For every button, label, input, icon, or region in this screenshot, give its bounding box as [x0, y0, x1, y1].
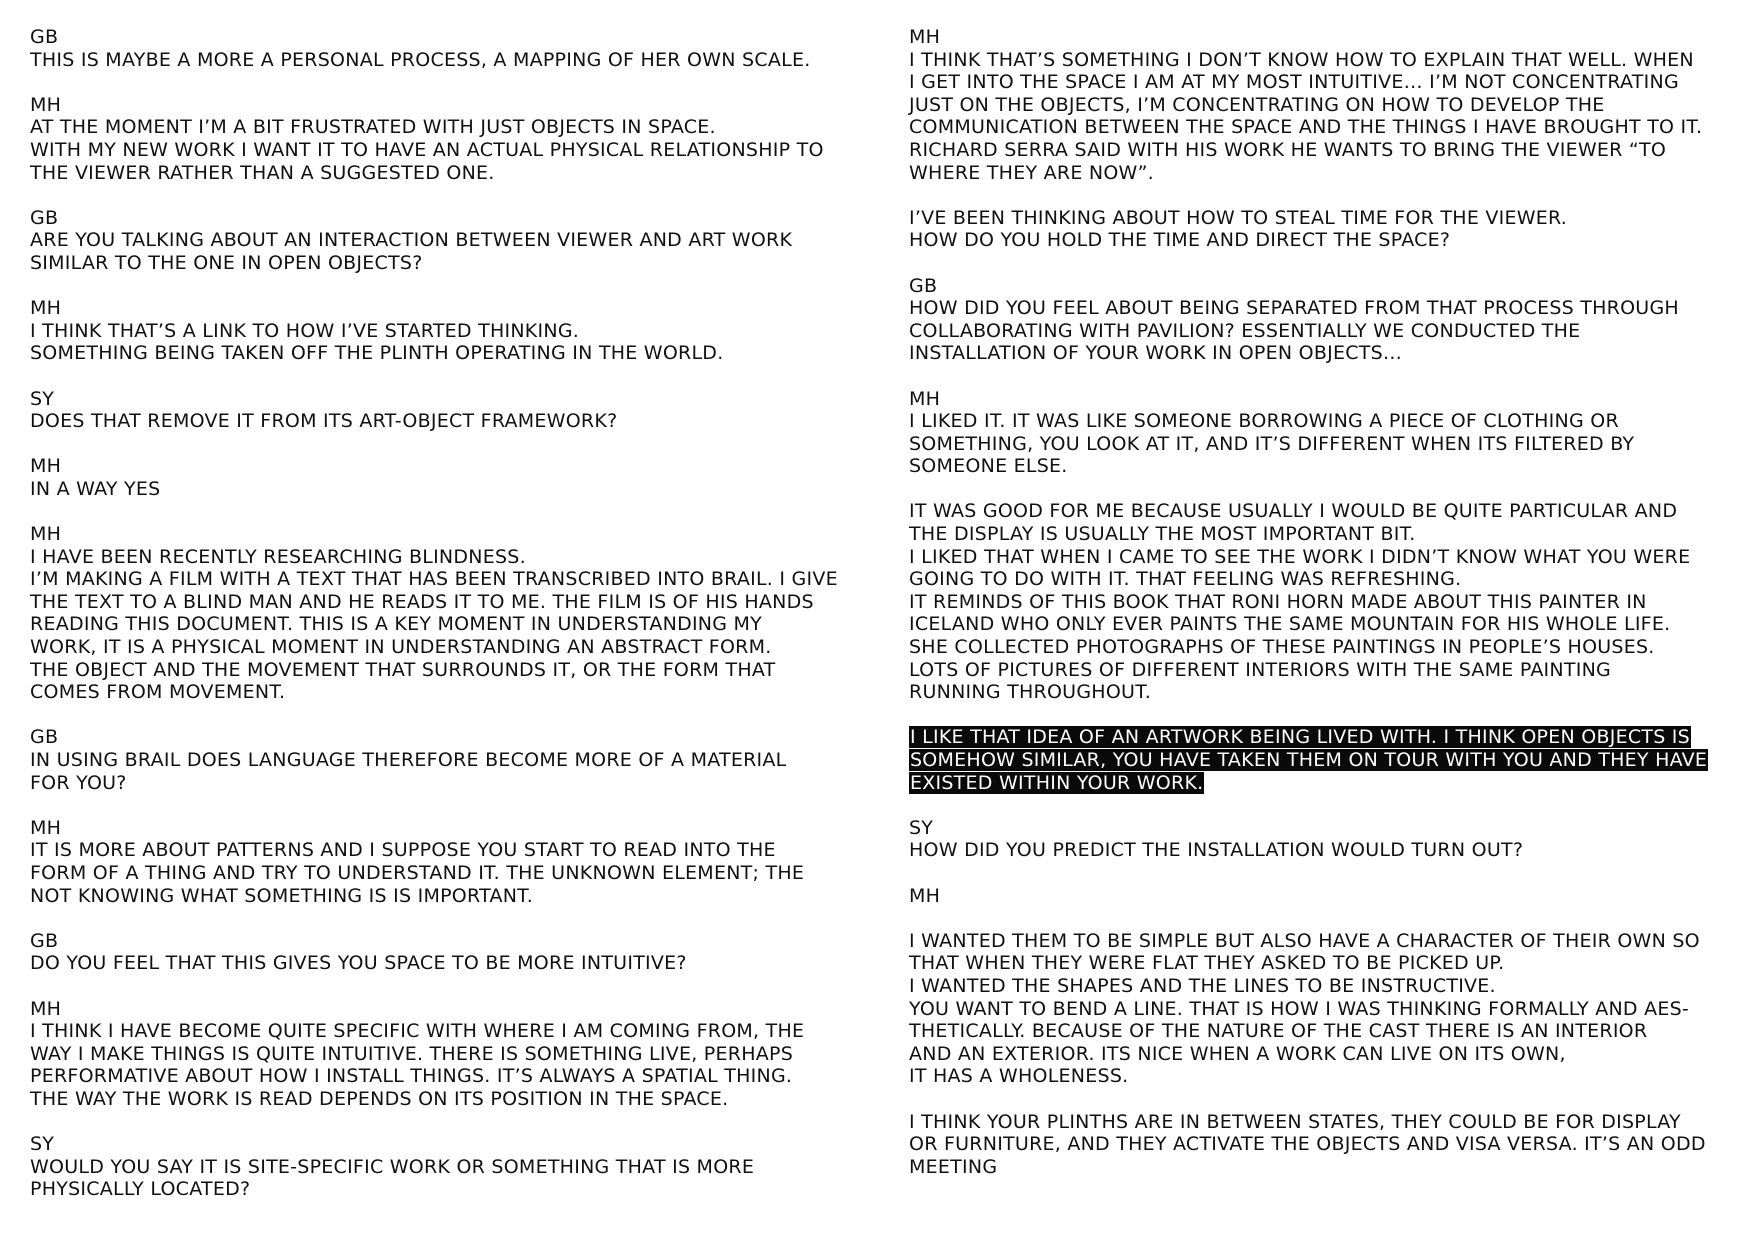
text-line: IN USING BRAIL DOES LANGUAGE THEREFORE BECOME MORE OF A MATERIAL — [30, 749, 787, 771]
text-line: I LIKED THAT WHEN I CAME TO SEE THE WORK I DIDN’T KNOW WHAT YOU WERE — [909, 545, 1691, 568]
text-line: AT THE MOMENT I’M A BIT FRUSTRATED WITH JUST OBJECTS IN SPACE. — [30, 116, 716, 139]
text-line: IN A WAY YES — [30, 477, 161, 500]
text-line: IT HAS A WHOLENESS. — [909, 1065, 1129, 1088]
text-line: PERFORMATIVE ABOUT HOW I INSTALL THINGS. IT’S ALWAYS A SPATIAL THING. — [30, 1065, 793, 1088]
dialogue-block — [909, 1111, 1729, 1179]
text-line: HOW DID YOU PREDICT THE INSTALLATION WOULD TURN OUT? — [909, 839, 1524, 862]
speaker-initials: SY — [30, 387, 55, 410]
dialogue-block — [909, 726, 1729, 794]
text-line: I HAVE BEEN RECENTLY RESEARCHING BLINDNESS. — [30, 545, 526, 568]
speaker-initials: SY — [30, 1133, 55, 1156]
speaker-initials: SY — [909, 816, 934, 839]
dialogue-block — [909, 388, 1729, 478]
text-line: FORM OF A THING AND TRY TO UNDERSTAND IT. THE UNKNOWN ELEMENT; THE — [30, 861, 805, 884]
dialogue-block — [30, 523, 850, 704]
speaker-initials: MH — [30, 297, 62, 320]
speaker-initials: GB — [909, 274, 938, 297]
highlight-mark: EXISTED WITHIN YOUR WORK. — [910, 771, 1204, 794]
speaker-initials: MH — [30, 93, 62, 116]
text-line: WAY I MAKE THINGS IS QUITE INTUITIVE. THERE IS SOMETHING LIVE, PERHAPS — [30, 1042, 793, 1065]
text-line: NOT KNOWING WHAT SOMETHING IS IS IMPORTANT. — [30, 884, 534, 907]
text-line: HOW DO YOU HOLD THE TIME AND DIRECT THE SPACE? — [909, 229, 1451, 252]
speaker-initials: GB — [30, 726, 59, 749]
text-line: FOR YOU? — [30, 771, 127, 794]
dialogue-block — [909, 885, 1729, 908]
highlighted-text-line — [909, 726, 1729, 749]
dialogue-block — [909, 500, 1729, 703]
speaker-initials: MH — [909, 387, 941, 410]
text-line: THAT WHEN THEY WERE FLAT THEY ASKED TO BE PICKED UP. — [909, 952, 1505, 975]
text-line: YOU WANT TO BEND A LINE. THAT IS HOW I WAS THINKING FORMALLY AND AES- — [909, 997, 1690, 1020]
text-line: WOULD YOU SAY IT IS SITE-SPECIFIC WORK OR SOMETHING THAT IS MORE — [30, 1155, 755, 1178]
speaker-initials: MH — [30, 523, 62, 546]
text-line: DO YOU FEEL THAT THIS GIVES YOU SPACE TO BE MORE INTUITIVE? — [30, 952, 687, 975]
dialogue-block — [30, 1133, 850, 1201]
text-line: I’M MAKING A FILM WITH A TEXT THAT HAS BEEN TRANSCRIBED INTO BRAIL. I GIVE — [30, 568, 838, 591]
text-line: I LIKED IT. IT WAS LIKE SOMEONE BORROWING A PIECE OF CLOTHING OR — [909, 410, 1619, 433]
text-line: PHYSICALLY LOCATED? — [30, 1178, 251, 1201]
speaker-initials: MH — [30, 816, 62, 839]
dialogue-block — [30, 930, 850, 975]
text-line: I THINK THAT’S A LINK TO HOW I’VE STARTED THINKING. — [30, 319, 580, 342]
dialogue-block — [30, 817, 850, 907]
text-line: RUNNING THROUGHOUT. — [909, 681, 1152, 704]
dialogue-block — [30, 388, 850, 433]
text-line: IT IS MORE ABOUT PATTERNS AND I SUPPOSE YOU START TO READ INTO THE — [30, 839, 776, 862]
text-line: I GET INTO THE SPACE I AM AT MY MOST INTUITIVE… I’M NOT CONCENTRATING — [909, 71, 1679, 94]
dialogue-block — [30, 94, 850, 184]
dialogue-block — [30, 26, 850, 71]
text-line: DOES THAT REMOVE IT FROM ITS ART-OBJECT FRAMEWORK? — [30, 410, 618, 433]
speaker-initials: MH — [909, 884, 941, 907]
right-column — [909, 26, 1729, 1201]
text-line: THE DISPLAY IS USUALLY THE MOST IMPORTANT BIT. — [909, 523, 1416, 546]
text-line: SOMETHING, YOU LOOK AT IT, AND IT’S DIFFERENT WHEN ITS FILTERED BY — [909, 432, 1635, 455]
text-line: HOW DID YOU FEEL ABOUT BEING SEPARATED FROM THAT PROCESS THROUGH — [909, 297, 1679, 320]
text-line: SHE COLLECTED PHOTOGRAPHS OF THESE PAINTINGS IN PEOPLE’S HOUSES. — [909, 636, 1655, 659]
speaker-initials: MH — [30, 997, 62, 1020]
text-line: WHERE THEY ARE NOW”. — [909, 161, 1154, 184]
dialogue-block — [909, 275, 1729, 365]
text-line: INSTALLATION OF YOUR WORK IN OPEN OBJECTS… — [909, 342, 1403, 365]
left-column — [30, 26, 850, 1223]
dialogue-block — [30, 726, 850, 794]
highlighted-text-line — [909, 749, 1729, 772]
text-line: THETICALLY. BECAUSE OF THE NATURE OF THE CAST THERE IS AN INTERIOR — [909, 1020, 1648, 1043]
text-line: COLLABORATING WITH PAVILION? ESSENTIALLY WE CONDUCTED THE — [909, 319, 1581, 342]
text-line: IT WAS GOOD FOR ME BECAUSE USUALLY I WOULD BE QUITE PARTICULAR AND — [909, 500, 1678, 523]
text-line: COMMUNICATION BETWEEN THE SPACE AND THE THINGS I HAVE BROUGHT TO IT. — [909, 116, 1703, 139]
dialogue-block — [909, 207, 1729, 252]
text-line: JUST ON THE OBJECTS, I’M CONCENTRATING ON HOW TO DEVELOP THE — [909, 93, 1605, 116]
text-line: I THINK I HAVE BECOME QUITE SPECIFIC WITH WHERE I AM COMING FROM, THE — [30, 1020, 805, 1043]
text-line: I WANTED THEM TO BE SIMPLE BUT ALSO HAVE A CHARACTER OF THEIR OWN SO — [909, 929, 1700, 952]
text-line: LOTS OF PICTURES OF DIFFERENT INTERIORS WITH THE SAME PAINTING — [909, 658, 1612, 681]
text-line: MEETING — [909, 1155, 998, 1178]
dialogue-block — [909, 817, 1729, 862]
text-line: THE OBJECT AND THE MOVEMENT THAT SURROUNDS IT, OR THE FORM THAT — [30, 658, 776, 681]
speaker-initials: GB — [30, 929, 59, 952]
speaker-initials: MH — [30, 455, 62, 478]
dialogue-block — [909, 26, 1729, 184]
text-line: THE TEXT TO A BLIND MAN AND HE READS IT TO ME. THE FILM IS OF HIS HANDS — [30, 590, 814, 613]
text-line: I WANTED THE SHAPES AND THE LINES TO BE INSTRUCTIVE. — [909, 974, 1496, 997]
text-line: COMES FROM MOVEMENT. — [30, 681, 286, 704]
text-line: OR FURNITURE, AND THEY ACTIVATE THE OBJECTS AND VISA VERSA. IT’S AN ODD — [909, 1133, 1706, 1156]
highlight-mark: I LIKE THAT IDEA OF AN ARTWORK BEING LIVED WITH. I THINK OPEN OBJECTS IS — [910, 726, 1690, 749]
text-line: GOING TO DO WITH IT. THAT FEELING WAS REFRESHING. — [909, 568, 1462, 591]
text-line: SIMILAR TO THE ONE IN OPEN OBJECTS? — [30, 251, 423, 274]
text-line: SOMEONE ELSE. — [909, 455, 1068, 478]
text-line: I THINK YOUR PLINTHS ARE IN BETWEEN STATES, THEY COULD BE FOR DISPLAY — [909, 1110, 1681, 1133]
speaker-initials: MH — [909, 26, 941, 48]
speaker-initials: GB — [30, 26, 59, 48]
highlighted-text-line — [909, 772, 1729, 795]
text-line: THE VIEWER RATHER THAN A SUGGESTED ONE. — [30, 161, 495, 184]
text-line: SOMETHING BEING TAKEN OFF THE PLINTH OPERATING IN THE WORLD. — [30, 342, 724, 365]
dialogue-block — [30, 455, 850, 500]
text-line: THE WAY THE WORK IS READ DEPENDS ON ITS POSITION IN THE SPACE. — [30, 1087, 729, 1110]
text-line: IT REMINDS OF THIS BOOK THAT RONI HORN MADE ABOUT THIS PAINTER IN — [909, 590, 1647, 613]
highlight-mark: SOMEHOW SIMILAR, YOU HAVE TAKEN THEM ON TOUR WITH YOU AND THEY HAVE — [910, 749, 1708, 771]
text-line: AND AN EXTERIOR. ITS NICE WHEN A WORK CAN LIVE ON ITS OWN, — [909, 1042, 1566, 1065]
dialogue-block — [30, 998, 850, 1111]
text-line: WITH MY NEW WORK I WANT IT TO HAVE AN ACTUAL PHYSICAL RELATIONSHIP TO — [30, 138, 824, 161]
dialogue-block — [30, 207, 850, 275]
text-line: I THINK THAT’S SOMETHING I DON’T KNOW HOW TO EXPLAIN THAT WELL. WHEN — [909, 48, 1694, 71]
text-line: READING THIS DOCUMENT. THIS IS A KEY MOMENT IN UNDERSTANDING MY — [30, 613, 763, 636]
speaker-initials: GB — [30, 206, 59, 229]
text-line: I’VE BEEN THINKING ABOUT HOW TO STEAL TIME FOR THE VIEWER. — [909, 206, 1568, 229]
text-line: THIS IS MAYBE A MORE A PERSONAL PROCESS, A MAPPING OF HER OWN SCALE. — [30, 48, 811, 71]
text-line: ICELAND WHO ONLY EVER PAINTS THE SAME MOUNTAIN FOR HIS WHOLE LIFE. — [909, 613, 1671, 636]
dialogue-block — [30, 297, 850, 365]
dialogue-block — [909, 930, 1729, 1088]
text-line: WORK, IT IS A PHYSICAL MOMENT IN UNDERSTANDING AN ABSTRACT FORM. — [30, 636, 772, 659]
text-line: ARE YOU TALKING ABOUT AN INTERACTION BETWEEN VIEWER AND ART WORK — [30, 229, 793, 252]
text-line: RICHARD SERRA SAID WITH HIS WORK HE WANTS TO BRING THE VIEWER “TO — [909, 138, 1667, 161]
